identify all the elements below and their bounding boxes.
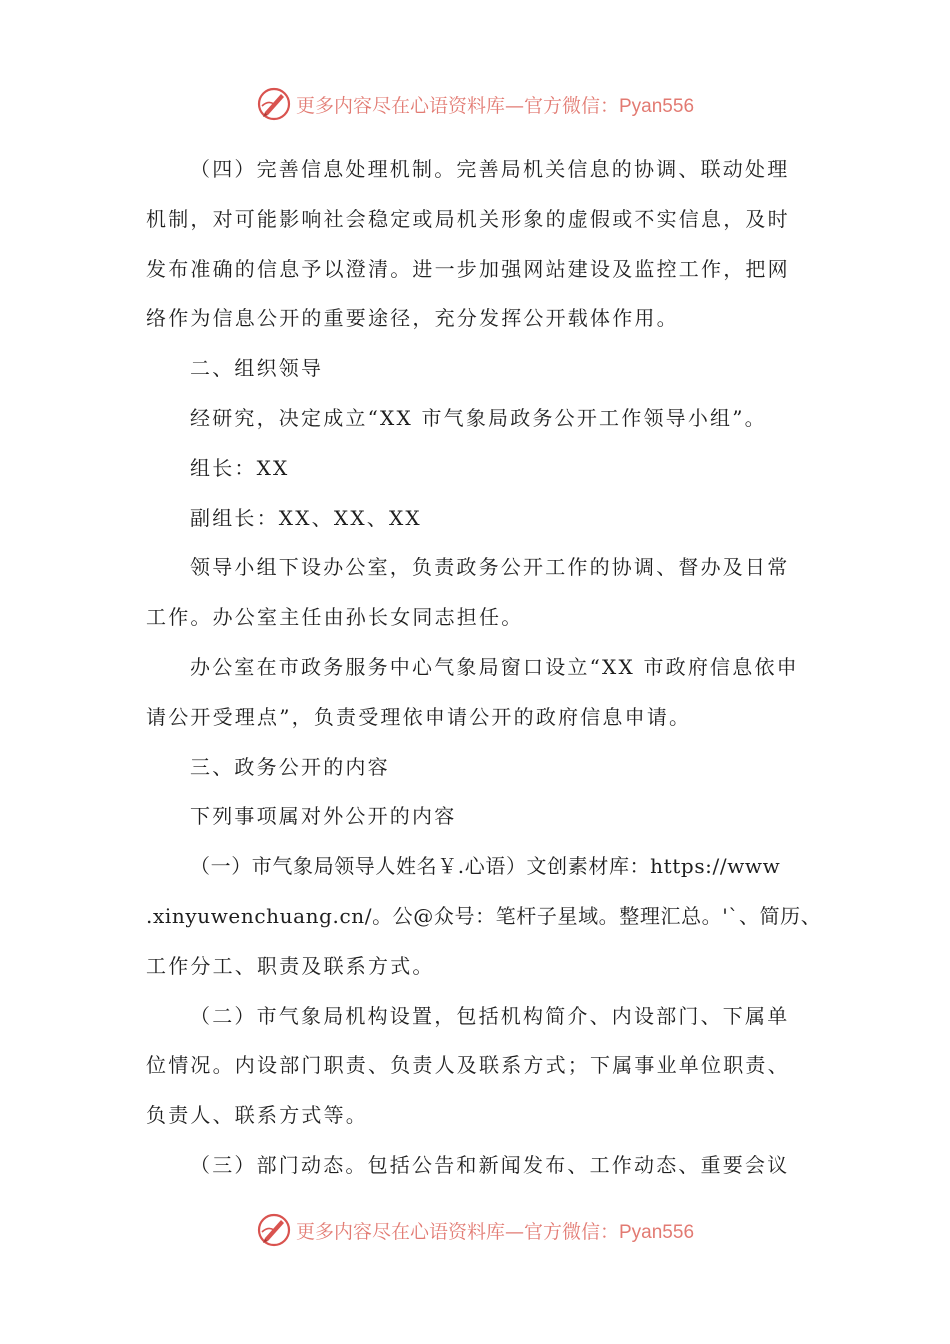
watermark-wechat-id: Pyan556 <box>619 95 695 117</box>
paragraph-line: （四）完善信息处理机制。完善局机关信息的协调、联动处理 <box>190 157 790 181</box>
paragraph-line: 位情况。内设部门职责、负责人及联系方式；下属事业单位职责、 <box>146 1053 790 1078</box>
watermark-wechat-id: Pyan556 <box>619 1221 695 1243</box>
pen-logo-icon <box>256 86 292 122</box>
paragraph-line: 负责人、联系方式等。 <box>146 1103 368 1128</box>
paragraph-line: 工作。办公室主任由孙长女同志担任。 <box>146 605 524 630</box>
watermark-banner-bottom <box>0 1210 950 1250</box>
paragraph-line: 经研究，决定成立“XX 市气象局政务公开工作领导小组”。 <box>190 405 767 430</box>
watermark-text: 更多内容尽在心语资料库—官方微信：Pyan556 <box>295 94 695 117</box>
paragraph-line: .xinyuwenchuang.cn/。公@众号：笔杆子星域。整理汇总。'`、简历、 <box>146 903 822 928</box>
paragraph-line: （二）市气象局机构设置，包括机构简介、内设部门、下属单 <box>190 1003 790 1028</box>
paragraph-line: 工作分工、职责及联系方式。 <box>146 953 435 978</box>
paragraph-line: 发布准确的信息予以澄清。进一步加强网站建设及监控工作，把网 <box>146 256 790 281</box>
section-heading: 三、政务公开的内容 <box>190 754 390 779</box>
paragraph-line: 络作为信息公开的重要途径，充分发挥公开载体作用。 <box>146 306 679 331</box>
paragraph-line: 组长：XX <box>190 455 290 480</box>
document-body <box>146 145 822 1191</box>
section-heading: 二、组织领导 <box>190 356 324 381</box>
watermark-banner-top <box>0 84 950 124</box>
paragraph-line: 领导小组下设办公室，负责政务公开工作的协调、督办及日常 <box>190 555 790 580</box>
watermark-text: 更多内容尽在心语资料库—官方微信：Pyan556 <box>295 1220 695 1243</box>
paragraph-line: 副组长：XX、XX、XX <box>190 505 422 530</box>
paragraph-line: 办公室在市政务服务中心气象局窗口设立“XX 市政府信息依申 <box>190 654 799 679</box>
paragraph-line: 机制，对可能影响社会稳定或局机关形象的虚假或不实信息，及时 <box>146 206 790 231</box>
paragraph-line: （一）市气象局领导人姓名￥.心语）文创素材库：https://www <box>190 854 781 879</box>
paragraph-line: 请公开受理点”，负责受理依申请公开的政府信息申请。 <box>146 704 692 729</box>
pen-logo-icon <box>256 1212 292 1248</box>
paragraph-line: （三）部门动态。包括公告和新闻发布、工作动态、重要会议 <box>190 1152 790 1177</box>
paragraph-line: 下列事项属对外公开的内容 <box>190 804 457 829</box>
